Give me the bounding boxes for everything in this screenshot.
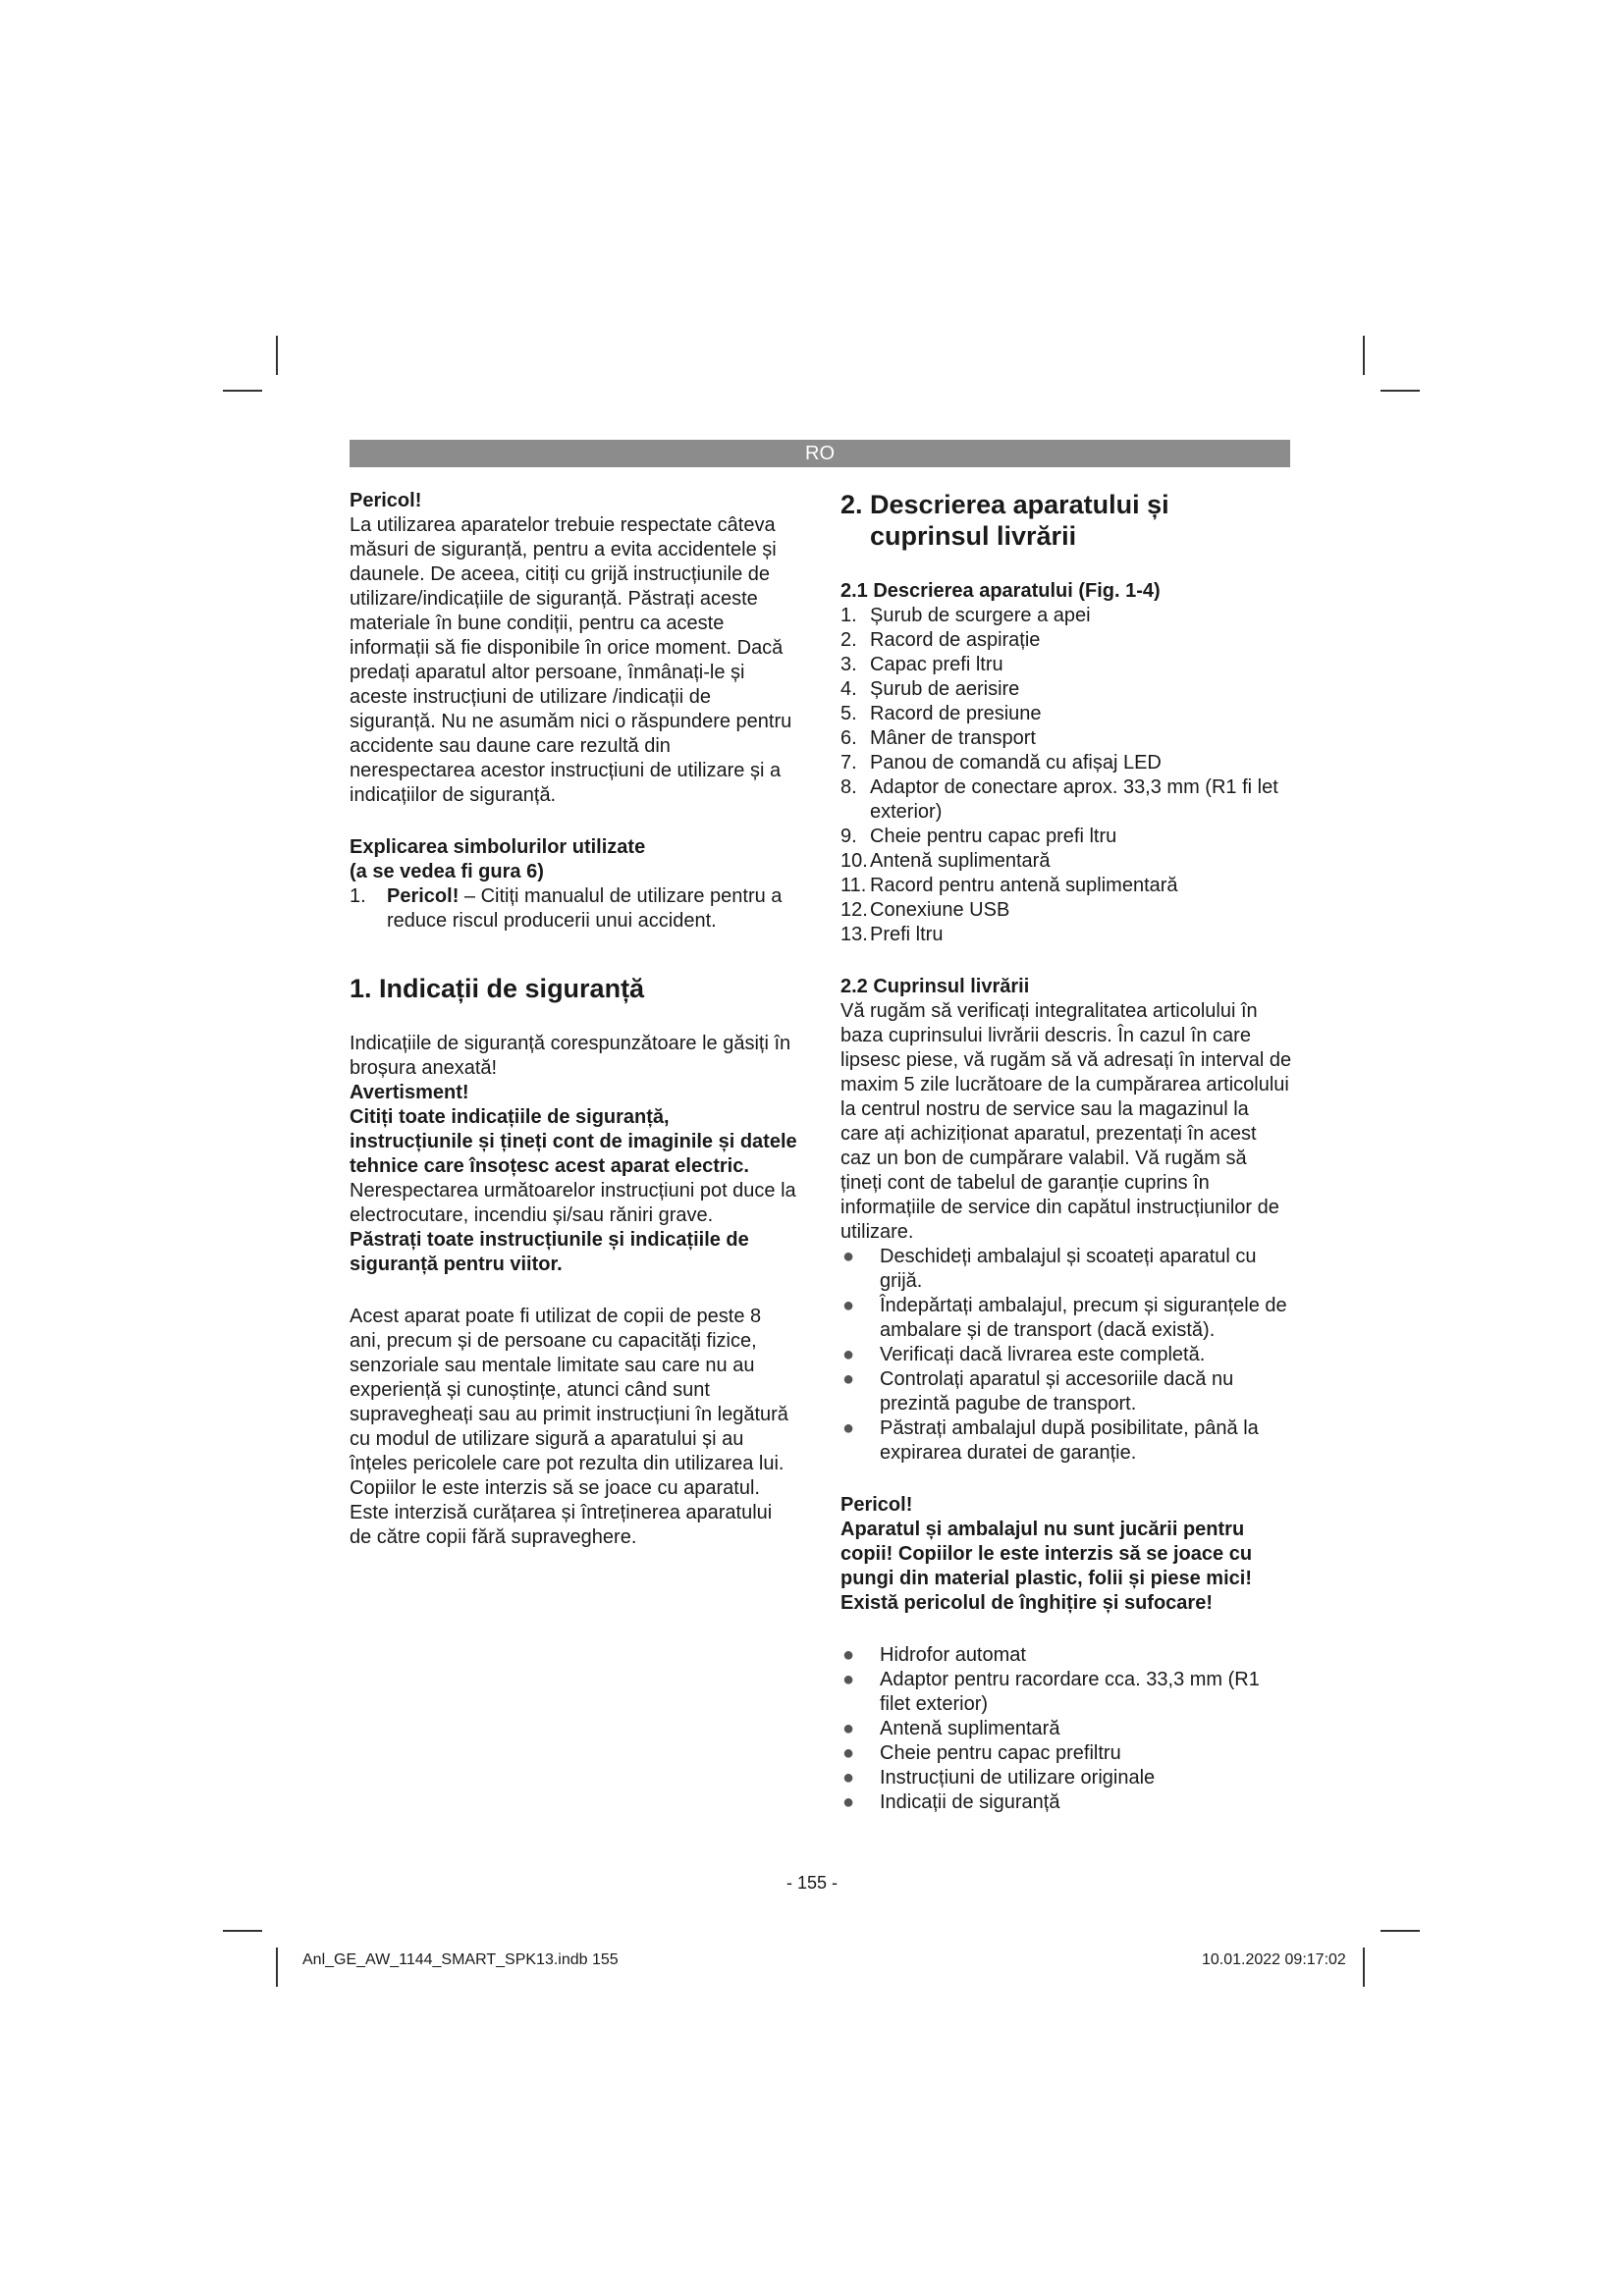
section-1-title: 1. Indicații de siguranță [350, 974, 645, 1003]
crop-mark [1380, 390, 1420, 392]
list-item: 9. Cheie pentru capac prefi ltru [840, 826, 1117, 847]
list-item: ● Cheie pentru capac prefiltru [842, 1742, 1121, 1764]
crop-mark [1380, 1930, 1420, 1932]
right-column [840, 489, 1292, 1815]
danger-2-paragraph: Aparatul și ambalajul nu sunt jucării pentru copii! Copiilor le este interzis să se joace cu pungi din material plastic, folii și piese mici! Există pericolul de înghițire și sufocare! [840, 1519, 1253, 1614]
bullet-icon: ● [842, 1246, 855, 1267]
language-code: RO [805, 443, 835, 464]
list-item: 11. Racord pentru antenă suplimentară [840, 875, 1178, 896]
danger-paragraph: La utilizarea aparatelor trebuie respectate câteva măsuri de siguranță, pentru a evita accidentele și daunele. De aceea, citiți cu grijă instrucțiunile de utilizare/indicațiile de siguranță. Păstrați aceste materiale în bune condiții, pentru ca aceste informații să fie disponibile în orice moment. Dacă predați aparatul altor persoane, înmânați-le și aceste instrucțiuni de utilizare /indicații de siguranță. Nu ne asumăm nici o răspundere pentru accidente sau daune care rezultă din nerespectarea acestor instrucțiuni de utilizare și a indicațiilor de siguranță. [350, 514, 792, 806]
page-number: - 155 - [785, 1873, 839, 1893]
list-item: 12. Conexiune USB [840, 899, 1010, 921]
bullet-icon: ● [842, 1417, 855, 1439]
symbol-item-number: 1. [350, 885, 366, 907]
bullet-icon: ● [842, 1767, 855, 1789]
bullet-icon: ● [842, 1791, 855, 1813]
list-item: 4. Șurub de aerisire [840, 678, 1020, 700]
list-item: ● Verificați dacă livrarea este completă. [842, 1344, 1206, 1365]
footer-datetime: 10.01.2022 09:17:02 [1202, 1951, 1346, 1968]
symbols-heading: Explicarea simbolurilor utilizate [350, 836, 646, 858]
bullet-icon: ● [842, 1295, 855, 1316]
list-item: ● Antenă suplimentară [842, 1718, 1060, 1739]
delivery-paragraph: Vă rugăm să verificați integralitatea articolului în baza cuprinsului livrării descris. În cazul în care lipsesc piese, vă rugăm să vă adresați în interval de maxim 5 zile lucrătoare de la cumpărarea articolului la centrul nostru de service sau la magazinul la care ați achiziționat aparatul, prezentați în acest caz un bon de cumpărare valabil. Vă rugăm să țineți cont de tabelul de garanție cuprins în informațiile de service din capătul instrucțiunilor de utilizare. [840, 1000, 1292, 1243]
footer-file-name: Anl_GE_AW_1144_SMART_SPK13.indb 155 [302, 1951, 619, 1968]
list-item: 7. Panou de comandă cu afișaj LED [840, 752, 1162, 774]
warning-title: Avertisment! [350, 1082, 469, 1103]
unpacking-steps-list [840, 1245, 1292, 1466]
bullet-icon: ● [842, 1742, 855, 1764]
safety-intro: Indicațiile de siguranță corespunzătoare le găsiți în broșura anexată! [350, 1033, 791, 1079]
list-item: ● Hidrofor automat [842, 1644, 1026, 1666]
left-column [350, 489, 797, 1550]
danger-title: Pericol! [350, 490, 422, 511]
delivery-contents-list [840, 1643, 1292, 1815]
bullet-icon: ● [842, 1669, 855, 1690]
subsection-2-2-title: 2.2 Cuprinsul livrării [840, 976, 1030, 997]
crop-mark [1363, 1948, 1365, 1987]
danger-2-title: Pericol! [840, 1494, 913, 1516]
bullet-icon: ● [842, 1644, 855, 1666]
list-item: ● Controlați aparatul și accesoriile dacă nu prezintă pagube de transport. [842, 1368, 1234, 1415]
list-item: 6. Mâner de transport [840, 727, 1036, 749]
list-item: 3. Capac prefi ltru [840, 654, 1003, 675]
section-2-title: 2. Descrierea aparatului și cuprinsul livrării [840, 490, 1169, 551]
list-item: ● Instrucțiuni de utilizare originale [842, 1767, 1156, 1789]
crop-mark [276, 336, 278, 375]
list-item: 1. Șurub de scurgere a apei [840, 605, 1091, 626]
list-item: ● Indicații de siguranță [842, 1791, 1060, 1813]
list-item: 2. Racord de aspirație [840, 629, 1041, 651]
list-item: ● Îndepărtați ambalajul, precum și siguranțele de ambalare și de transport (dacă există). [842, 1295, 1287, 1341]
bullet-icon: ● [842, 1368, 855, 1390]
warning-bold-text: Citiți toate indicațiile de siguranță, instrucțiunile și țineți cont de imaginile și datele tehnice care însoțesc acest aparat electric. [350, 1106, 797, 1177]
list-item: 5. Racord de presiune [840, 703, 1042, 724]
crop-mark [1363, 336, 1365, 375]
list-item: 8. Adaptor de conectare aprox. 33,3 mm (R1 fi let exterior) [840, 776, 1278, 823]
bullet-icon: ● [842, 1344, 855, 1365]
crop-mark [223, 390, 262, 392]
crop-mark [276, 1948, 278, 1987]
list-item: 13. Prefi ltru [840, 924, 944, 945]
list-item: 10. Antenă suplimentară [840, 850, 1051, 872]
bullet-icon: ● [842, 1718, 855, 1739]
children-paragraph: Acest aparat poate fi utilizat de copii de peste 8 ani, precum și de persoane cu capacități fizice, senzoriale sau mentale limitate sau care nu au experiență și cunoștințe, atunci când sunt supravegheați sau au primit instrucțiuni în legătură cu modul de utilizare sigură a aparatului și au înțeles pericolele care pot rezulta din utilizarea lui. Copiilor le este interzis să se joace cu aparatul. Este interzisă curățarea și întreținerea aparatului de către copii fără supraveghere. [350, 1306, 788, 1548]
subsection-2-1-title: 2.1 Descrierea aparatului (Fig. 1-4) [840, 580, 1161, 602]
warning-keep-instructions: Păstrați toate instrucțiunile și indicațiile de siguranță pentru viitor. [350, 1229, 749, 1275]
warning-text: Nerespectarea următoarelor instrucțiuni pot duce la electrocutare, incendiu și/sau răniri grave. [350, 1180, 796, 1226]
symbols-subheading: (a se vedea fi gura 6) [350, 861, 544, 882]
symbol-item-label: Pericol! [387, 885, 460, 907]
language-header-bar [350, 440, 1290, 467]
symbol-item-text: – Citiți manualul de utilizare pentru a reduce riscul producerii unui accident. [387, 885, 783, 932]
list-item: ● Adaptor pentru racordare cca. 33,3 mm (R1 filet exterior) [842, 1669, 1260, 1715]
list-item: ● Deschideți ambalajul și scoateți aparatul cu grijă. [842, 1246, 1257, 1292]
parts-list [840, 604, 1292, 947]
symbol-item [350, 884, 797, 934]
list-item: ● Păstrați ambalajul după posibilitate, până la expirarea duratei de garanție. [842, 1417, 1259, 1464]
warning-paragraph [350, 1105, 797, 1228]
crop-mark [223, 1930, 262, 1932]
